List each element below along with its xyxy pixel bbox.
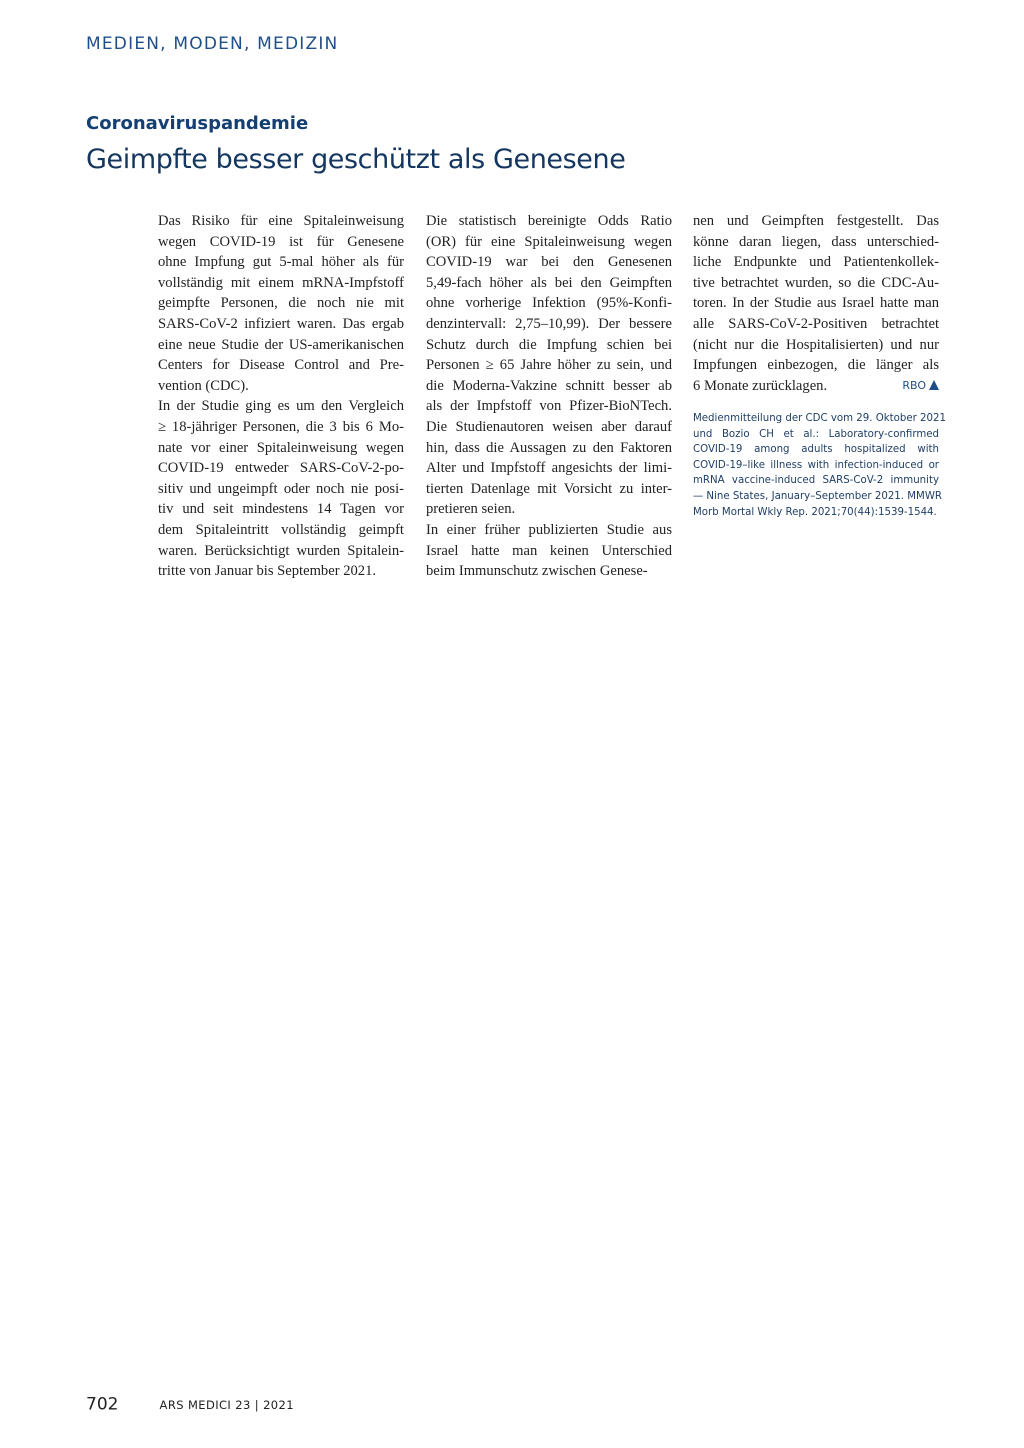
- col3-line: Impfungen einbezogen, die länger als: [693, 357, 939, 374]
- references-line: — Nine States, January–September 2021. MMWR: [693, 490, 942, 502]
- end-triangle-icon: [929, 380, 939, 390]
- page-number: 702: [86, 1394, 119, 1415]
- references-line: Medienmitteilung der CDC vom 29. Oktober 2021: [693, 413, 946, 424]
- col1-line: geimpfte Personen, die noch nie mit: [158, 295, 404, 312]
- col3-line: alle SARS-CoV-2-Positiven betrachtet: [693, 315, 939, 332]
- col2-line: hin, dass die Aussagen zu den Faktoren: [426, 439, 672, 456]
- col1-line: Centers for Disease Control and Pre-: [158, 357, 404, 374]
- page-footer: [86, 1394, 294, 1415]
- col2-line: COVID-19 war bei den Genesenen: [426, 254, 672, 271]
- col3-line: liche Endpunkte und Patientenkollek-: [693, 254, 939, 271]
- journal-issue: ARS MEDICI 23 | 2021: [159, 1397, 294, 1412]
- col2-line: ohne vorherige Infektion (95%-Konfi-: [426, 295, 672, 312]
- body-column-1: [158, 211, 404, 582]
- col1-line: nate vor einer Spitaleinweisung wegen: [158, 439, 404, 456]
- references-line: COVID-19–like illness with infection-induced or: [693, 459, 939, 471]
- col1-line: vention (CDC).: [158, 377, 249, 394]
- references-line: mRNA vaccine-induced SARS-CoV-2 immunity: [693, 475, 939, 487]
- closing-text: 6 Monate zurücklagen.: [693, 377, 828, 394]
- col2-line: Die statistisch bereinigte Odds Ratio: [426, 213, 672, 229]
- col1-line: SARS-CoV-2 infiziert waren. Das ergab: [158, 315, 404, 332]
- col2-line: Alter und Impfstoff angesichts der limi-: [426, 460, 672, 477]
- col1-line: eine neue Studie der US-amerikanischen: [158, 336, 404, 353]
- col3-line: toren. In der Studie aus Israel hatte man: [693, 295, 939, 312]
- references-line: und Bozio CH et al.: Laboratory-confirmed: [693, 428, 939, 440]
- col1-line: Das Risiko für eine Spitaleinweisung: [158, 213, 404, 229]
- col2-line: Schutz durch die Impfung schien bei: [426, 336, 672, 353]
- col2-line: die Moderna-Vakzine schnitt besser ab: [426, 377, 672, 394]
- col1-line: dem Spitaleintritt vollständig geimpft: [158, 521, 404, 538]
- col3-line: könne daran liegen, dass unterschied-: [693, 233, 939, 250]
- col1-line: ≥ 18-jähriger Personen, die 3 bis 6 Mo-: [158, 418, 404, 435]
- col1-line: COVID-19 entweder SARS-CoV-2-po-: [158, 460, 404, 477]
- references-line: COVID-19 among adults hospitalized with: [693, 444, 939, 456]
- col1-line: In der Studie ging es um den Vergleich: [158, 398, 404, 415]
- col3-line: (nicht nur die Hospitalisierten) und nur: [693, 336, 939, 353]
- col2-line: tierten Datenlage mit Vorsicht zu inter-: [426, 480, 672, 497]
- col2-line: pretieren seien.: [426, 501, 516, 518]
- col3-line: tive betrachtet wurden, so die CDC-Au-: [693, 274, 939, 291]
- col2-line: beim Immunschutz zwischen Genese-: [426, 563, 648, 580]
- col1-line: tiv und seit mindestens 14 Tagen vor: [158, 501, 404, 518]
- col1-line: vollständig mit einem mRNA-Impfstoff: [158, 274, 404, 291]
- col2-line: denzintervall: 2,75–10,99). Der bessere: [426, 315, 672, 332]
- col1-line: wegen COVID-19 ist für Genesene: [158, 233, 404, 250]
- article-title: Geimpfte besser geschützt als Genesene: [86, 144, 626, 175]
- article-kicker: Coronaviruspandemie: [86, 113, 309, 134]
- section-label: MEDIEN, MODEN, MEDIZIN: [86, 34, 339, 54]
- col2-line: Israel hatte man keinen Unterschied: [426, 542, 672, 559]
- col2-line: 5,49-fach höher als bei den Geimpften: [426, 274, 672, 291]
- closing-line: [693, 376, 939, 397]
- col2-line: (OR) für eine Spitaleinweisung wegen: [426, 233, 672, 250]
- col1-line: sitiv und ungeimpft oder noch nie posi-: [158, 480, 404, 497]
- references: [693, 411, 946, 520]
- body-column-3: [693, 211, 939, 396]
- col2-line: In einer früher publizierten Studie aus: [426, 521, 672, 538]
- col2-line: als der Impfstoff von Pfizer-BioNTech.: [426, 398, 672, 415]
- col1-line: ohne Impfung gut 5-mal höher als für: [158, 254, 404, 271]
- col3-line: nen und Geimpften festgestellt. Das: [693, 213, 939, 229]
- col2-line: Die Studienautoren weisen aber darauf: [426, 418, 672, 435]
- author-signature: RBO: [902, 376, 939, 397]
- col1-line: tritte von Januar bis September 2021.: [158, 563, 377, 580]
- col1-line: waren. Berücksichtigt wurden Spitalein-: [158, 542, 404, 559]
- body-column-2: [426, 211, 672, 582]
- col2-line: Personen ≥ 65 Jahre höher zu sein, und: [426, 357, 672, 374]
- references-line: Morb Mortal Wkly Rep. 2021;70(44):1539-1544.: [693, 506, 937, 518]
